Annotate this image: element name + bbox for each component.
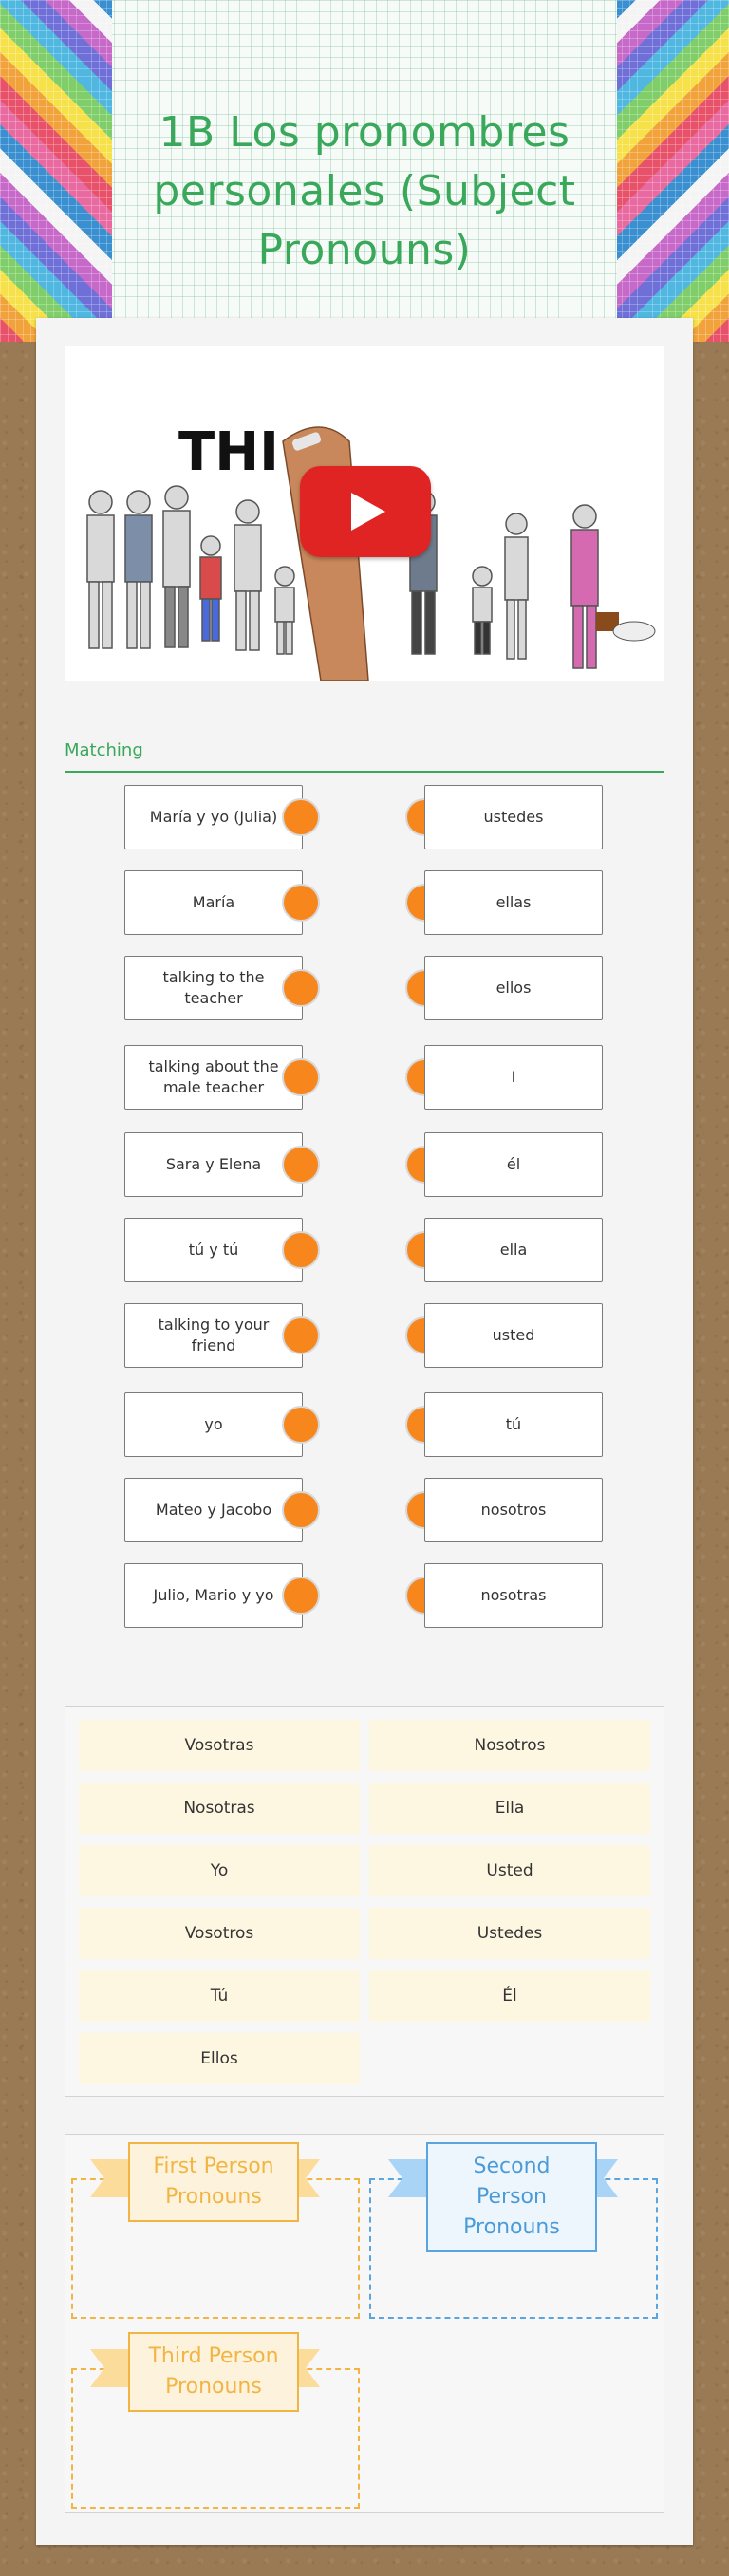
draggable-word-chip[interactable]: Ella xyxy=(369,1783,650,1834)
match-left-item[interactable]: talking to your friend xyxy=(124,1303,303,1368)
match-right-item[interactable]: ustedes xyxy=(424,785,603,849)
draggable-word-chip[interactable]: Ellos xyxy=(79,2033,360,2084)
match-left-item[interactable]: María y yo (Julia) xyxy=(124,785,303,849)
worksheet-card xyxy=(36,318,693,2545)
match-right-item[interactable]: él xyxy=(424,1132,603,1197)
match-left-item[interactable]: Mateo y Jacobo xyxy=(124,1478,303,1542)
word-bank xyxy=(65,1706,664,2097)
drop-zone-first-person[interactable] xyxy=(71,2155,360,2319)
match-left-item[interactable]: María xyxy=(124,870,303,935)
draggable-word-chip[interactable]: Vosotras xyxy=(79,1720,360,1771)
drop-zone-second-person[interactable] xyxy=(369,2155,658,2319)
page-title: 1B Los pronombres personales (Subject Pronouns) xyxy=(153,108,576,275)
match-right-item[interactable]: I xyxy=(424,1045,603,1110)
match-right-item[interactable]: nosotros xyxy=(424,1478,603,1542)
decorative-stripe-left xyxy=(0,0,112,342)
match-connector-left[interactable] xyxy=(282,1406,320,1444)
section-divider xyxy=(65,771,664,773)
video-player[interactable] xyxy=(65,346,664,681)
match-right-item[interactable]: ellas xyxy=(424,870,603,935)
draggable-word-chip[interactable]: Ustedes xyxy=(369,1908,650,1959)
match-left-item[interactable]: talking about the male teacher xyxy=(124,1045,303,1110)
match-connector-left[interactable] xyxy=(282,969,320,1007)
draggable-word-chip[interactable]: Yo xyxy=(79,1845,360,1896)
match-connector-left[interactable] xyxy=(282,1577,320,1615)
match-right-item[interactable]: usted xyxy=(424,1303,603,1368)
category-label-second-person: Second Person Pronouns xyxy=(426,2142,597,2252)
match-right-item[interactable]: ella xyxy=(424,1218,603,1282)
match-right-item[interactable]: tú xyxy=(424,1392,603,1457)
match-connector-left[interactable] xyxy=(282,1231,320,1269)
draggable-word-chip[interactable]: Usted xyxy=(369,1845,650,1896)
category-label-first-person: First Person Pronouns xyxy=(128,2142,299,2222)
draggable-word-chip[interactable]: Nosotras xyxy=(79,1783,360,1834)
category-sort-area xyxy=(65,2134,664,2513)
match-left-item[interactable]: yo xyxy=(124,1392,303,1457)
match-connector-left[interactable] xyxy=(282,1146,320,1184)
match-left-item[interactable]: tú y tú xyxy=(124,1218,303,1282)
matching-label: Matching xyxy=(65,740,143,760)
decorative-stripe-right xyxy=(617,0,729,342)
match-left-item[interactable]: Julio, Mario y yo xyxy=(124,1563,303,1628)
category-label-third-person: Third Person Pronouns xyxy=(128,2332,299,2412)
match-connector-left[interactable] xyxy=(282,1491,320,1529)
match-connector-left[interactable] xyxy=(282,798,320,836)
draggable-word-chip[interactable]: Él xyxy=(369,1970,650,2022)
match-connector-left[interactable] xyxy=(282,884,320,922)
svg-text:THI: THI xyxy=(178,421,279,483)
match-right-item[interactable]: ellos xyxy=(424,956,603,1020)
match-connector-left[interactable] xyxy=(282,1316,320,1354)
draggable-word-chip[interactable]: Vosotros xyxy=(79,1908,360,1959)
match-right-item[interactable]: nosotras xyxy=(424,1563,603,1628)
header xyxy=(0,0,729,342)
drop-zone-third-person[interactable] xyxy=(71,2344,360,2509)
draggable-word-chip[interactable]: Nosotros xyxy=(369,1720,650,1771)
youtube-play-icon[interactable] xyxy=(300,466,431,557)
draggable-word-chip[interactable]: Tú xyxy=(79,1970,360,2022)
match-left-item[interactable]: talking to the teacher xyxy=(124,956,303,1020)
match-left-item[interactable]: Sara y Elena xyxy=(124,1132,303,1197)
match-connector-left[interactable] xyxy=(282,1058,320,1096)
